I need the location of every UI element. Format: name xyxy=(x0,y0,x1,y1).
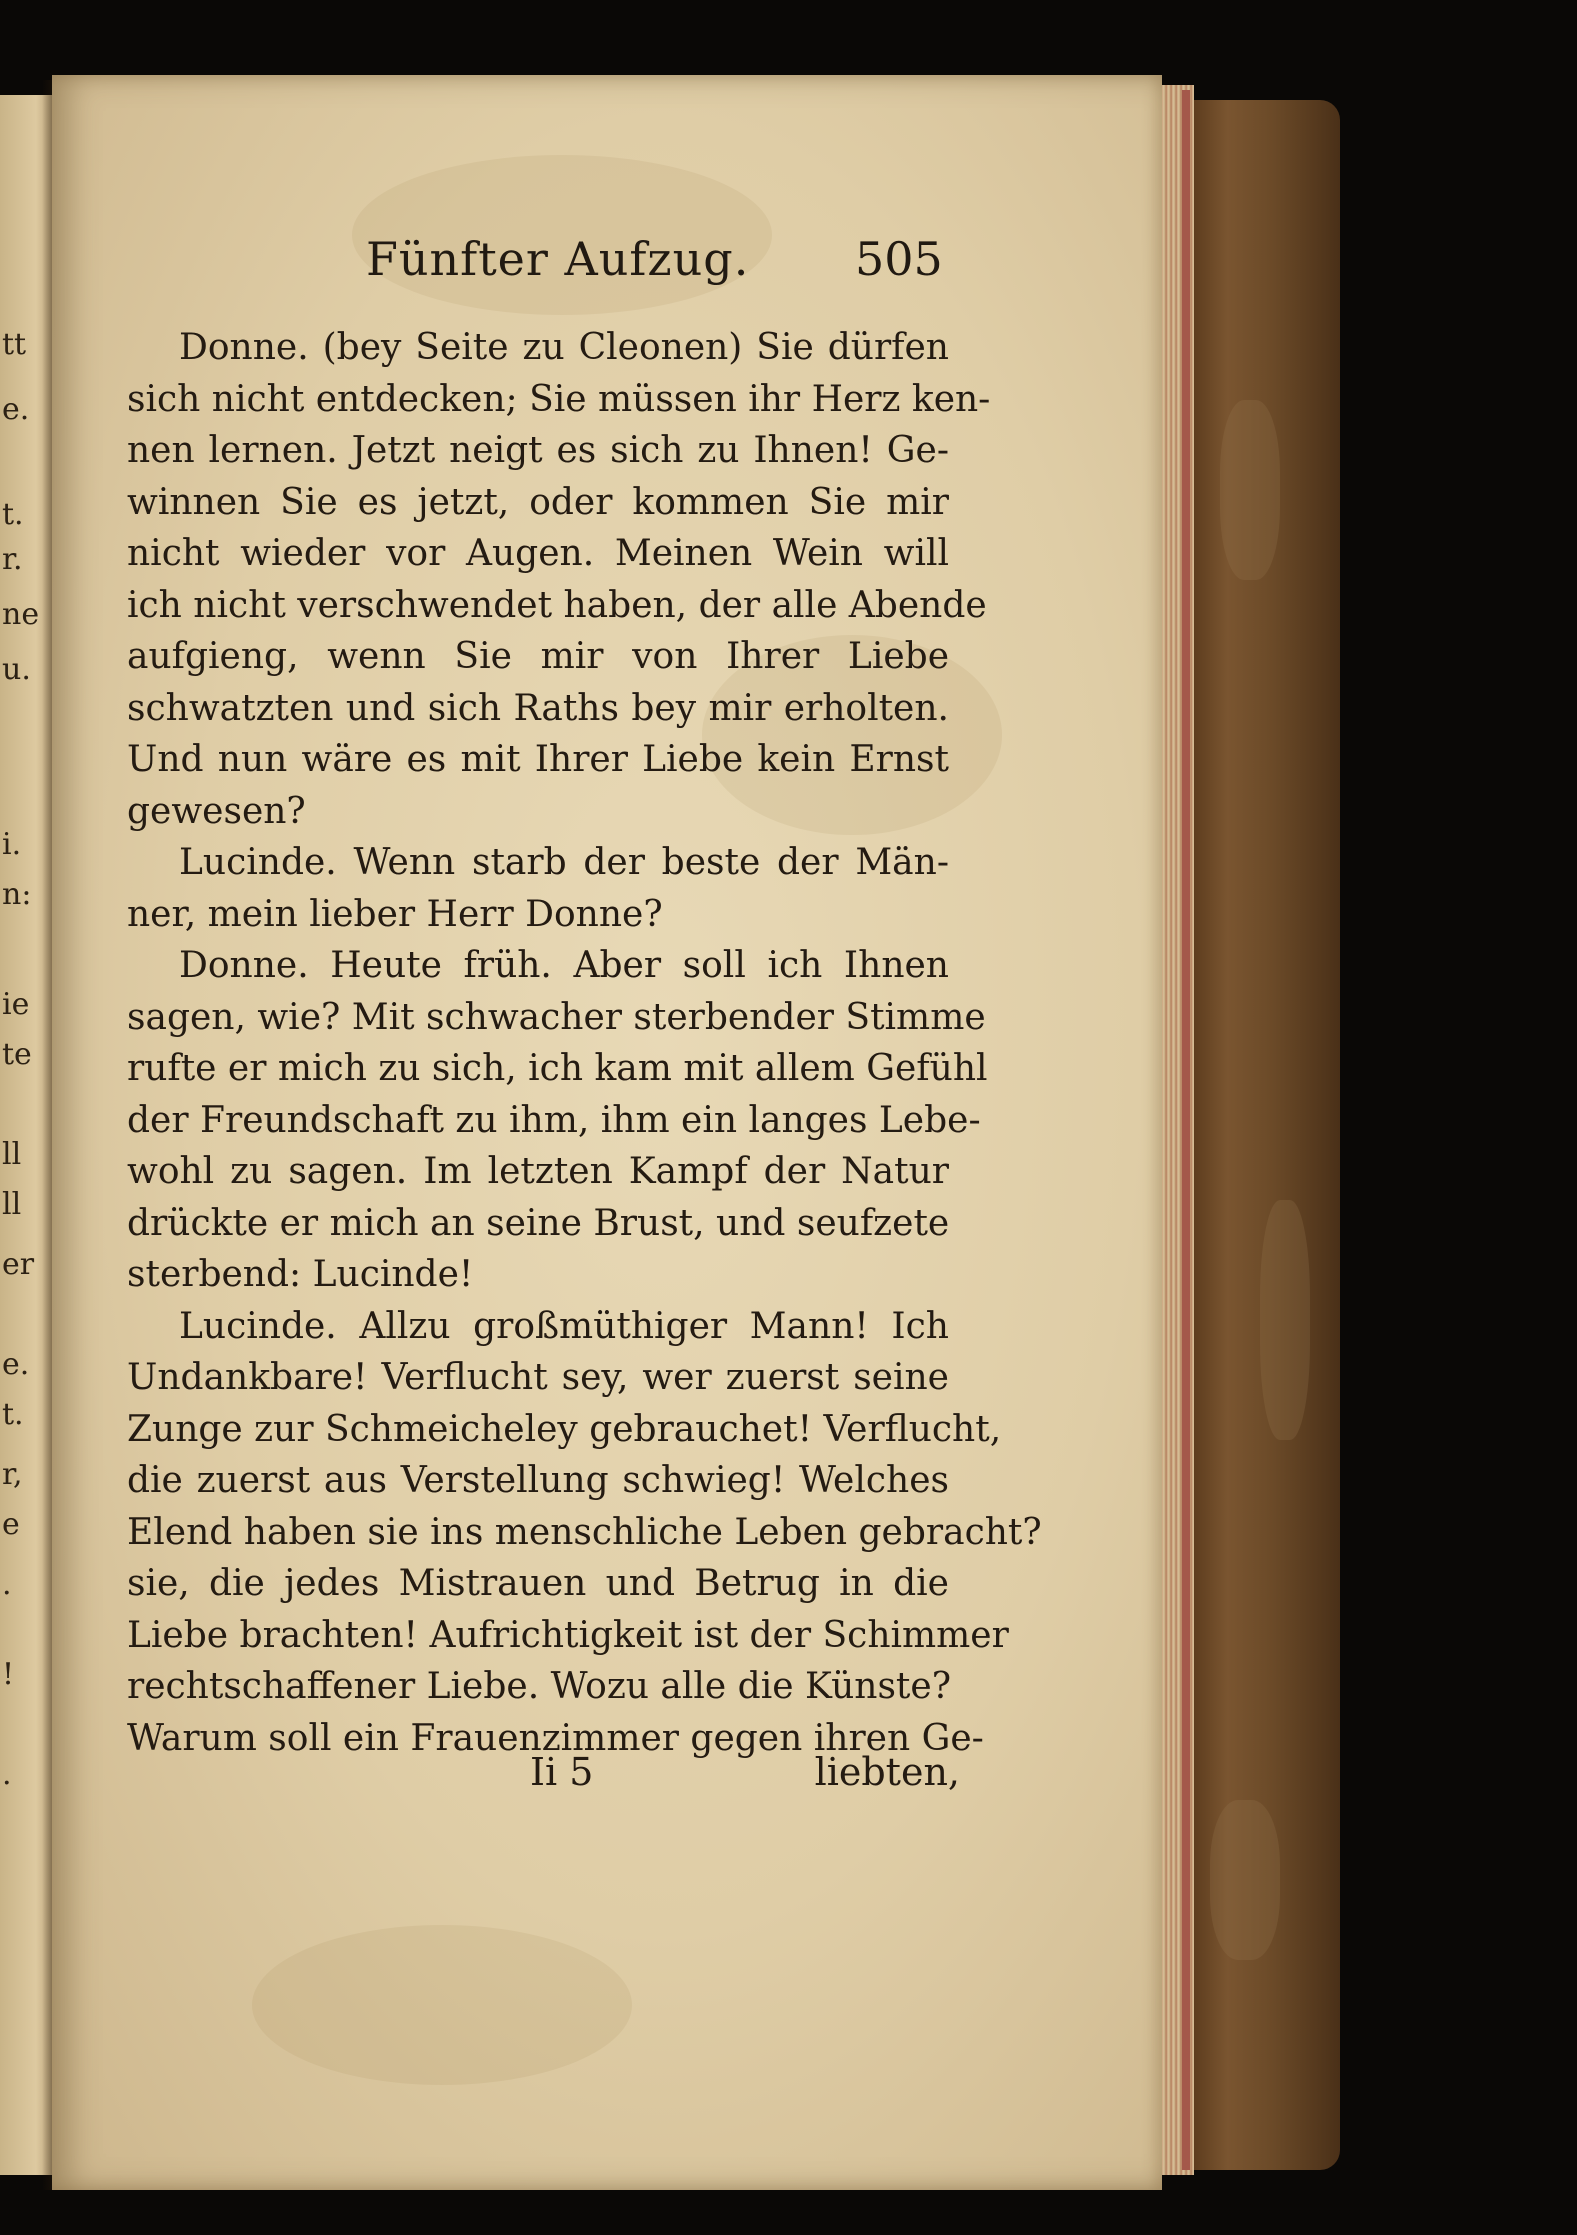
text-line: drückte er mich an seine Brust, und seufzete xyxy=(127,1202,950,1244)
text-line: schwatzten und sich Raths bey mir erholten. xyxy=(127,687,949,729)
page-number: 505 xyxy=(855,232,943,286)
text-line: Lucinde. Wenn starb der beste der Män- xyxy=(179,842,949,883)
left-page-fragment: e. xyxy=(2,1347,30,1382)
text-line: wohl zu sagen. Im letzten Kampf der Natur xyxy=(127,1151,949,1192)
text-line: winnen Sie es jetzt, oder kommen Sie mir xyxy=(127,481,949,523)
left-page-fragment: . xyxy=(2,1757,12,1792)
page-header xyxy=(330,232,970,288)
left-page-fragment: er xyxy=(2,1247,35,1282)
signature-mark: Ii 5 xyxy=(530,1750,594,1794)
running-title: Fünfter Aufzug. xyxy=(366,232,750,286)
text-line: rechtschaffener Liebe. Wozu alle die Künste? xyxy=(127,1666,951,1707)
text-line: nicht wieder vor Augen. Meinen Wein will xyxy=(127,533,949,574)
text-line: nen lernen. Jetzt neigt es sich zu Ihnen! Ge- xyxy=(127,430,949,471)
text-line: Undankbare! Verflucht sey, wer zuerst seine xyxy=(127,1357,949,1398)
left-page-fragment: t. xyxy=(2,497,24,532)
text-line: der Freundschaft zu ihm, ihm ein langes Lebe- xyxy=(127,1099,981,1141)
text-line: rufte er mich zu sich, ich kam mit allem Gefühl xyxy=(127,1048,988,1089)
catchword: liebten, xyxy=(814,1750,960,1794)
text-line: ner, mein lieber Herr Donne? xyxy=(127,893,663,935)
text-line: gewesen? xyxy=(127,790,306,832)
left-page-fragment: e xyxy=(2,1507,20,1542)
text-line: ich nicht verschwendet haben, der alle Abende xyxy=(127,584,987,626)
left-page-fragment: u. xyxy=(2,652,31,687)
text-line: Und nun wäre es mit Ihrer Liebe kein Ernst xyxy=(127,739,949,780)
text-line: Donne. Heute früh. Aber soll ich Ihnen xyxy=(179,945,949,986)
left-page-fragment: e. xyxy=(2,392,30,427)
text-line: Zunge zur Schmeicheley gebrauchet! Verflucht, xyxy=(127,1408,1002,1450)
text-line: die zuerst aus Verstellung schwieg! Welches xyxy=(127,1460,949,1501)
left-page-fragment: . xyxy=(2,1567,12,1602)
text-line: Lucinde. Allzu großmüthiger Mann! Ich xyxy=(179,1305,949,1347)
red-page-edge xyxy=(1182,90,1190,2170)
left-page-fragment: n: xyxy=(2,877,32,912)
left-page-fragment: t. xyxy=(2,1397,24,1432)
text-line: Elend haben sie ins menschliche Leben gebracht? xyxy=(127,1511,1042,1553)
left-page-fragment: ll xyxy=(2,1137,22,1172)
text-line: sagen, wie? Mit schwacher sterbender Stimme xyxy=(127,996,986,1038)
left-page-fragment: tt xyxy=(2,327,27,362)
left-page-fragment: te xyxy=(2,1037,32,1072)
left-page-fragment: ! xyxy=(2,1657,15,1692)
left-page-fragment: ne xyxy=(2,597,40,632)
left-page-fragment: r. xyxy=(2,542,23,577)
left-page-fragment: ll xyxy=(2,1187,22,1222)
text-line: Donne. (bey Seite zu Cleonen) Sie dürfen xyxy=(179,327,949,368)
text-line: Warum soll ein Frauenzimmer gegen ihren Ge- xyxy=(127,1717,984,1759)
left-page-fragment: i. xyxy=(2,827,22,862)
page-footer xyxy=(520,1750,960,1806)
text-line: Liebe brachten! Aufrichtigkeit ist der Schimmer xyxy=(127,1614,1009,1656)
leather-cover xyxy=(1190,100,1340,2170)
text-line: sie, die jedes Mistrauen und Betrug in die xyxy=(127,1563,949,1604)
text-line: sich nicht entdecken; Sie müssen ihr Herz ken- xyxy=(127,378,991,420)
left-page-fragment: ie xyxy=(2,987,30,1022)
left-page-fragment: r, xyxy=(2,1457,23,1492)
text-line: sterbend: Lucinde! xyxy=(127,1254,474,1295)
text-line: aufgieng, wenn Sie mir von Ihrer Liebe xyxy=(127,636,949,677)
